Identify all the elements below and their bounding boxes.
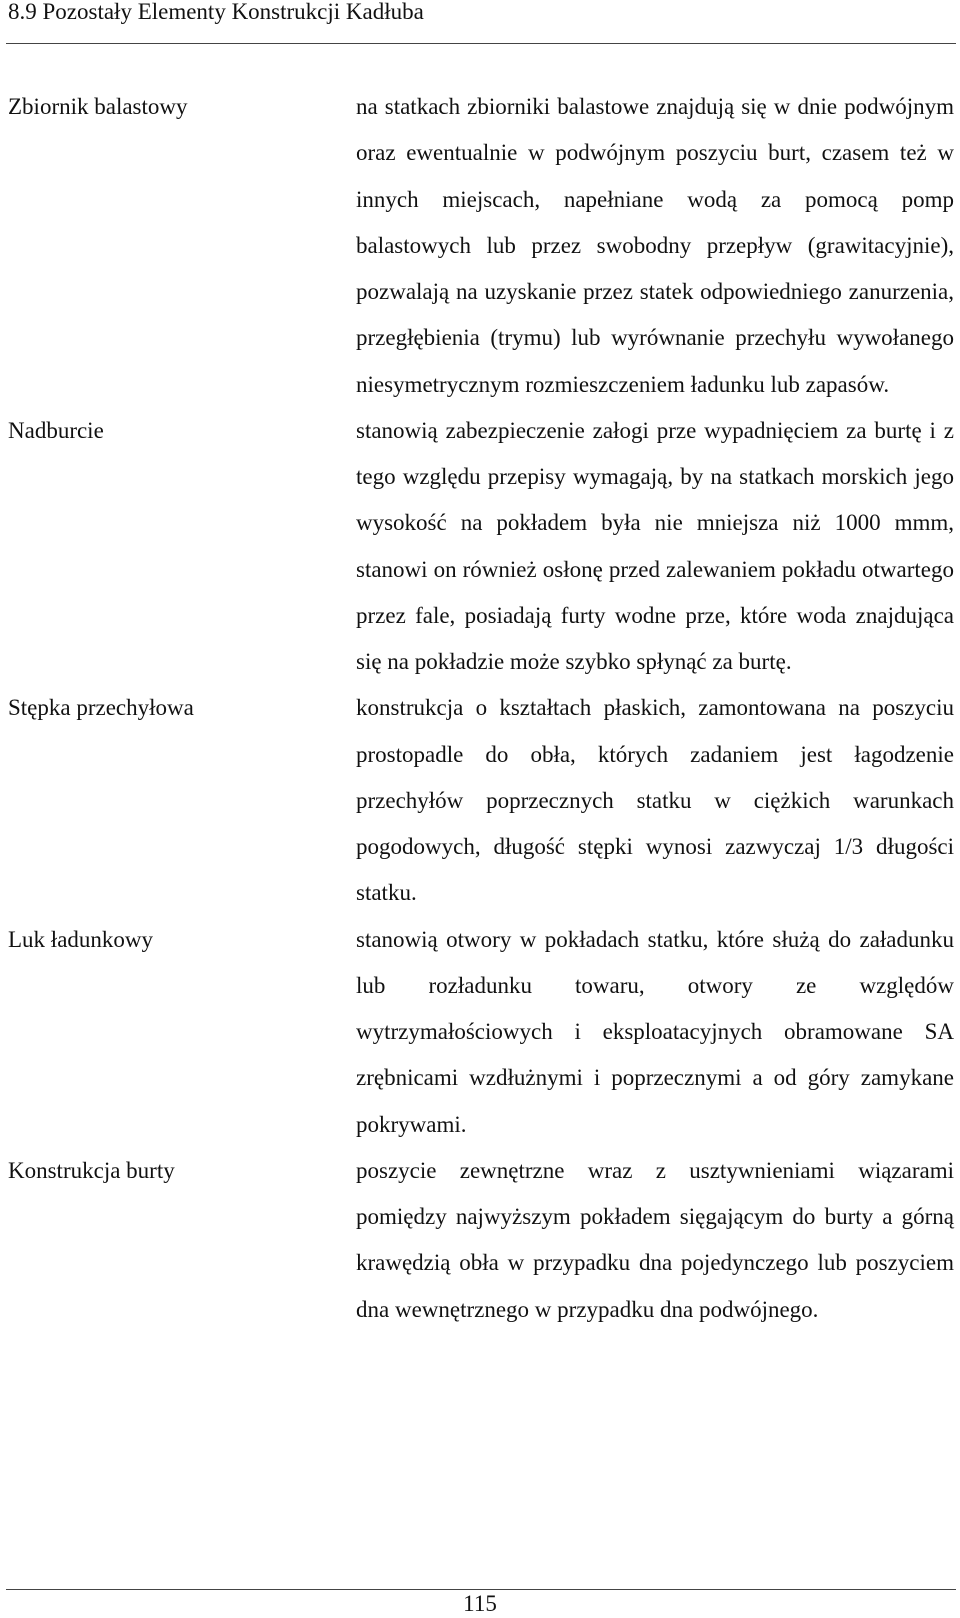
page-header — [6, 0, 956, 45]
header-divider — [6, 43, 956, 44]
glossary-term: Nadburcie — [8, 417, 104, 443]
glossary-entry-stepka-przechylowa — [0, 685, 960, 916]
glossary-term: Zbiornik balastowy — [8, 94, 188, 119]
glossary-term: Stępka przechyłowa — [8, 695, 194, 721]
page-number: 115 — [463, 1591, 497, 1616]
glossary-entry-luk-ladunkowy — [0, 917, 960, 1148]
glossary-entry-zbiornik-balastowy — [0, 84, 960, 408]
glossary-definition: poszycie zewnętrzne wraz z usztywnieniami wiązarami pomiędzy najwyższym pokładem sięgającym do burty a górną krawędzią obła w przypadku dna pojedynczego lub poszyciem dna wewnętrznego w przypadku dna podwójnego. — [356, 1157, 954, 1322]
section-title: 8.9 Pozostały Elementy Konstrukcji Kadłuba — [8, 0, 424, 24]
glossary-list — [0, 84, 960, 1333]
glossary-definition: stanowią otwory w pokładach statku, które służą do załadunku lub rozładunku towaru, otwory ze względów wytrzymałościowych i eksploatacyjnych obramowane SA zrębnicami wzdłużnymi i poprzecznymi a od góry zamykane pokrywami. — [356, 926, 954, 1137]
glossary-entry-konstrukcja-burty — [0, 1148, 960, 1333]
glossary-term: Konstrukcja burty — [8, 1157, 175, 1183]
glossary-definition: stanowią zabezpieczenie załogi prze wypadnięciem za burtę i z tego względu przepisy wymagają, by na statkach morskich jego wysokość na pokładem była nie mniejsza niż 1000 mmm, stanowi on również osłonę przed zalewaniem pokładu otwartego przez fale, posiadają furty wodne prze, które woda znajdująca się na pokładzie może szybko spłynąć za burtę. — [356, 417, 954, 674]
glossary-entry-nadburcie — [0, 408, 960, 686]
glossary-definition: na statkach zbiorniki balastowe znajdują się w dnie podwójnym oraz ewentualnie w podwójnym poszyciu burt, czasem też w innych miejscach, napełniane wodą za pomocą pomp balastowych lub przez swobodny przepływ (grawitacyjnie), pozwalają na uzyskanie przez statek odpowiedniego zanurzenia, przegłębienia (trymu) lub wyrównanie przechyłu wywołanego niesymetrycznym rozmieszczeniem ładunku lub zapasów. — [356, 94, 954, 397]
glossary-definition: konstrukcja o kształtach płaskich, zamontowana na poszyciu prostopadle do obła, których zadaniem jest łagodzenie przechyłów poprzecznych statku w ciężkich warunkach pogodowych, długość stępki wynosi zazwyczaj 1/3 długości statku. — [356, 695, 954, 906]
page-footer — [0, 1580, 960, 1616]
glossary-term: Luk ładunkowy — [8, 926, 154, 952]
